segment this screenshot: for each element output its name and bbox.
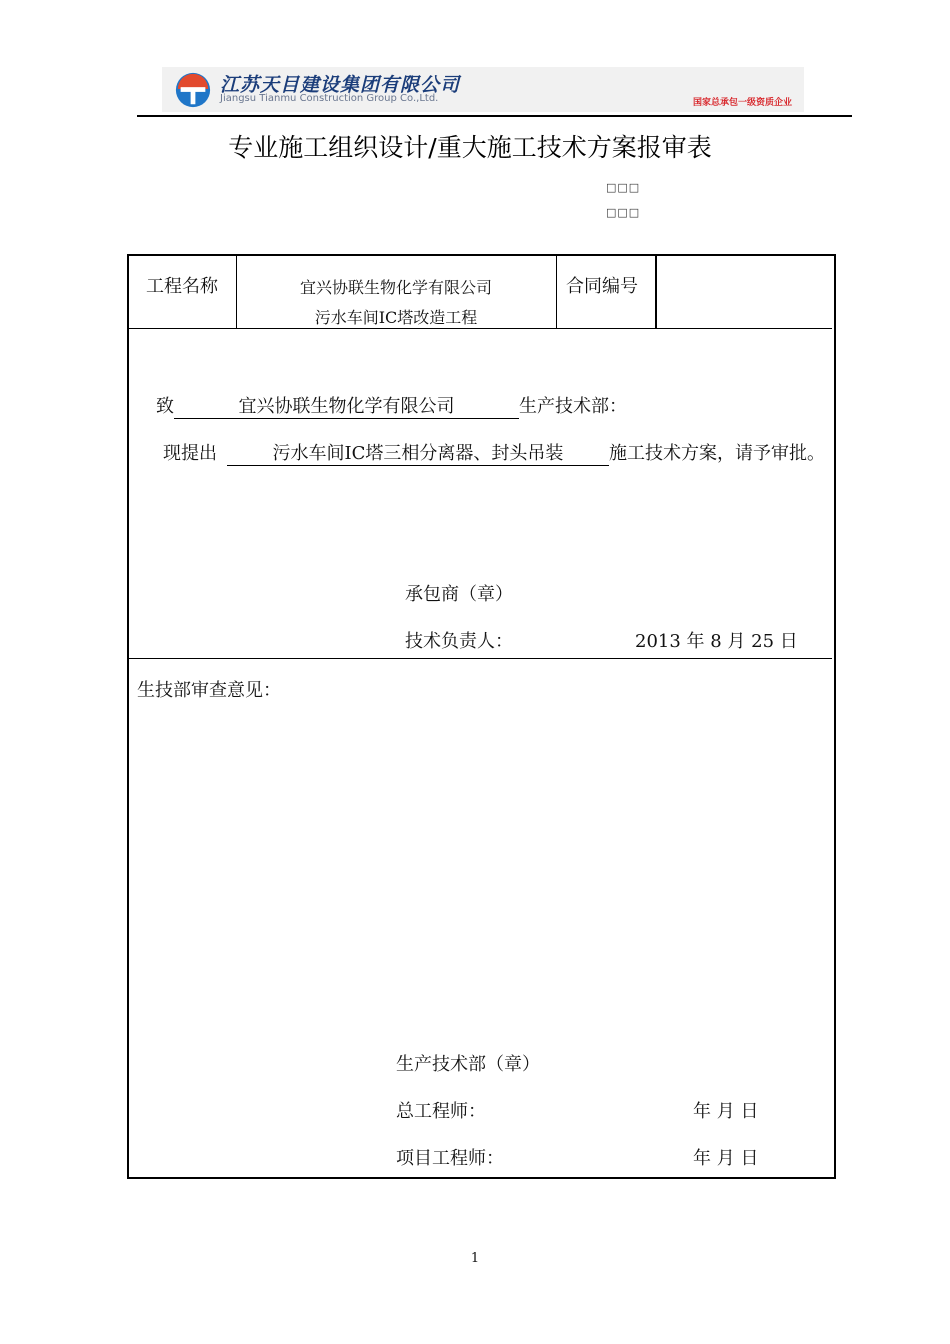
- submit-suffix: 施工技术方案，请予审批。: [609, 443, 825, 464]
- chief-engineer-label: 总工程师：: [396, 1101, 486, 1122]
- submission-subject-line: [163, 439, 825, 466]
- submission-to-line: [156, 392, 627, 419]
- contractor-seal-label: 承包商（章）: [405, 584, 513, 605]
- chief-engineer-date: 年 月 日: [693, 1101, 759, 1122]
- document-title: 专业施工组织设计/重大施工技术方案报审表: [228, 133, 712, 162]
- table-col-divider-2: [556, 256, 557, 328]
- review-opinion-content[interactable]: [137, 710, 817, 1030]
- to-department: 生产技术部：: [519, 396, 627, 417]
- page-number: 1: [470, 1251, 480, 1266]
- project-name-label: 工程名称: [146, 276, 218, 297]
- submission-date: 2013 年 8 月 25 日: [635, 631, 798, 652]
- project-name-line1: 宜兴协联生物化学有限公司: [299, 278, 492, 297]
- company-name-cn: 江苏天目建设集团有限公司: [220, 74, 461, 96]
- tech-lead-label: 技术负责人：: [405, 631, 513, 652]
- contract-number-label: 合同编号: [566, 276, 638, 297]
- project-engineer-date: 年 月 日: [693, 1148, 759, 1169]
- company-name-en: Jiangsu Tianmu Construction Group Co.,Ltd.: [220, 93, 439, 104]
- table-divider-1: [129, 328, 832, 329]
- department-seal-label: 生产技术部（章）: [396, 1054, 540, 1075]
- header-rule: [137, 115, 852, 117]
- tianmu-logo-icon: [174, 71, 212, 109]
- marker-glyphs-1: □□□: [606, 181, 641, 194]
- table-divider-2: [129, 658, 832, 659]
- marker-glyphs-2: □□□: [606, 206, 641, 219]
- submit-subject: 污水车间IC塔三相分离器、封头吊装: [227, 439, 609, 466]
- qualification-tag: 国家总承包一级资质企业: [693, 98, 793, 108]
- submit-prefix: 现提出: [163, 443, 217, 464]
- to-company: 宜兴协联生物化学有限公司: [174, 392, 519, 419]
- project-name-line2: 污水车间IC塔改造工程: [314, 308, 478, 327]
- table-col-divider-3: [655, 256, 657, 328]
- review-opinion-label: 生技部审查意见：: [137, 680, 281, 701]
- project-engineer-label: 项目工程师：: [396, 1148, 504, 1169]
- to-prefix: 致: [156, 396, 174, 417]
